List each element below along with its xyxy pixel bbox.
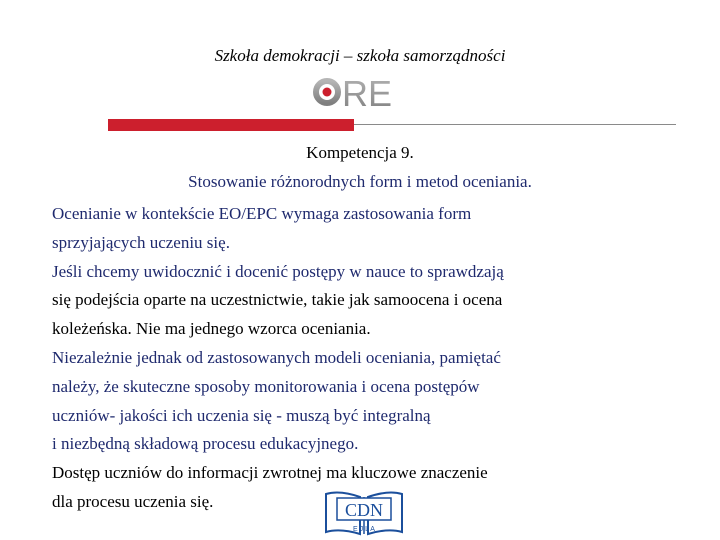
- body-line: uczniów- jakości ich uczenia się - muszą być integralną: [52, 405, 431, 425]
- slide-body: [52, 200, 672, 517]
- slide-heading: Kompetencja 9.: [306, 143, 414, 162]
- accent-bar: [108, 119, 354, 131]
- svg-text:CDN: CDN: [344, 500, 384, 520]
- body-line: sprzyjających uczeniu się.: [52, 232, 230, 252]
- cdn-logo: [320, 488, 408, 538]
- body-line: Niezależnie jednak od zastosowanych modeli oceniania, pamiętać: [52, 347, 501, 367]
- body-line: Ocenianie w kontekście EO/EPC wymaga zastosowania form: [52, 204, 472, 223]
- ore-logo: [308, 72, 408, 112]
- body-line: należy, że skuteczne sposoby monitorowania i ocena postępów: [52, 376, 480, 396]
- svg-text:RE: RE: [342, 73, 393, 112]
- body-line: Jeśli chcemy uwidocznić i docenić postępy w nauce to sprawdzają: [52, 261, 504, 281]
- body-line: dla procesu uczenia się.: [52, 491, 214, 511]
- presentation-title: Szkoła demokracji – szkoła samorządności: [214, 46, 506, 65]
- header-divider: [0, 119, 720, 131]
- body-line: się podejścia oparte na uczestnictwie, takie jak samoocena i ocena: [52, 290, 503, 310]
- body-line: i niezbędną składową procesu edukacyjnego.: [52, 434, 359, 454]
- body-line: koleżeńska. Nie ma jednego wzorca oceniania.: [52, 319, 371, 339]
- body-line: Dostęp uczniów do informacji zwrotnej ma kluczowe znaczenie: [52, 463, 488, 483]
- svg-text:E J L A: E J L A: [353, 526, 375, 533]
- rule-line: [354, 124, 676, 125]
- slide-subheading: Stosowanie różnorodnych form i metod oceniania.: [188, 172, 532, 191]
